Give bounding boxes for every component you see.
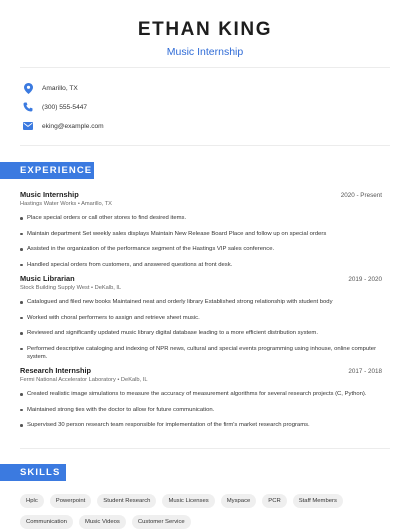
job-bullets xyxy=(20,214,382,269)
job-employer: Hastings Water Works • Amarillo, TX xyxy=(20,201,112,207)
bullet-item: Maintained strong ties with the doctor to allow for future communication. xyxy=(20,406,382,414)
divider xyxy=(20,448,390,449)
envelope-icon xyxy=(22,120,34,132)
job-entry xyxy=(20,366,382,437)
bullet-item: Handled special orders from customers, and answered questions at front desk. xyxy=(20,261,382,269)
job-title: Research Internship xyxy=(20,366,92,375)
email-text: eking@example.com xyxy=(42,122,104,130)
job-dates: 2017 - 2018 xyxy=(348,368,382,375)
job-dates: 2019 - 2020 xyxy=(348,276,382,283)
contact-location xyxy=(20,79,104,97)
skill-chip: Hplc xyxy=(20,494,44,508)
job-entry xyxy=(20,190,382,276)
bullet-item: Catalogued and filed new books Maintained neat and orderly library Established strong relationship with student body xyxy=(20,298,382,306)
job-bullets xyxy=(20,390,382,429)
job-employer: Stock Building Supply West • DeKalb, IL xyxy=(20,285,122,291)
experience-heading: EXPERIENCE xyxy=(0,162,94,179)
skill-chip: Customer Service xyxy=(132,515,191,529)
skills-heading: SKILLS xyxy=(0,464,66,481)
bullet-item: Created realistic image simulations to measure the accuracy of measurement algorithms for several research projects (C, Python). xyxy=(20,390,382,398)
skill-chip: Music Videos xyxy=(79,515,126,529)
contact-phone xyxy=(20,98,104,116)
location-text: Amarillo, TX xyxy=(42,84,78,92)
phone-text: (300) 555-5447 xyxy=(42,103,88,111)
skill-chip: Myspace xyxy=(221,494,257,508)
candidate-name: ETHAN KING xyxy=(137,19,273,40)
job-employer: Fermi National Accelerator Laboratory • DeKalb, IL xyxy=(20,377,148,383)
skills-list xyxy=(20,494,380,529)
bullet-item: Reviewed and significantly updated music library digital database leading to a more efficient distribution system. xyxy=(20,329,382,337)
job-title: Music Librarian xyxy=(20,274,75,283)
divider xyxy=(20,145,390,146)
contact-list xyxy=(20,79,104,136)
bullet-item: Supervised 30 person research team responsible for implementation of the firm's market research programs. xyxy=(20,421,382,429)
skill-chip: Powerpoint xyxy=(50,494,91,508)
job-dates: 2020 - Present xyxy=(340,192,382,199)
target-role: Music Internship xyxy=(166,46,244,58)
skill-chip: Music Licenses xyxy=(162,494,214,508)
bullet-item: Worked with choral performers to assign and retrieve sheet music. xyxy=(20,314,382,322)
resume-header xyxy=(0,0,410,59)
job-title: Music Internship xyxy=(20,190,79,199)
skill-chip: Communication xyxy=(20,515,73,529)
bullet-item: Assisted in the organization of the performance segment of the Hastings VIP sales conference. xyxy=(20,245,382,253)
bullet-item: Place special orders or call other stores to find desired items. xyxy=(20,214,382,222)
divider xyxy=(20,67,390,68)
bullet-item: Maintain department Set weekly sales displays Maintain New Release Board Place and follow up on special orders xyxy=(20,230,382,238)
map-pin-icon xyxy=(22,82,34,94)
contact-email xyxy=(20,117,104,135)
job-bullets xyxy=(20,298,382,361)
phone-icon xyxy=(22,101,34,113)
job-entry xyxy=(20,274,382,368)
skill-chip: Student Research xyxy=(97,494,156,508)
skill-chip: PCR xyxy=(262,494,286,508)
bullet-item: Performed descriptive cataloging and indexing of NPR news, cultural and special events programming using inhouse, online computer system. xyxy=(20,345,382,361)
skill-chip: Staff Members xyxy=(293,494,343,508)
